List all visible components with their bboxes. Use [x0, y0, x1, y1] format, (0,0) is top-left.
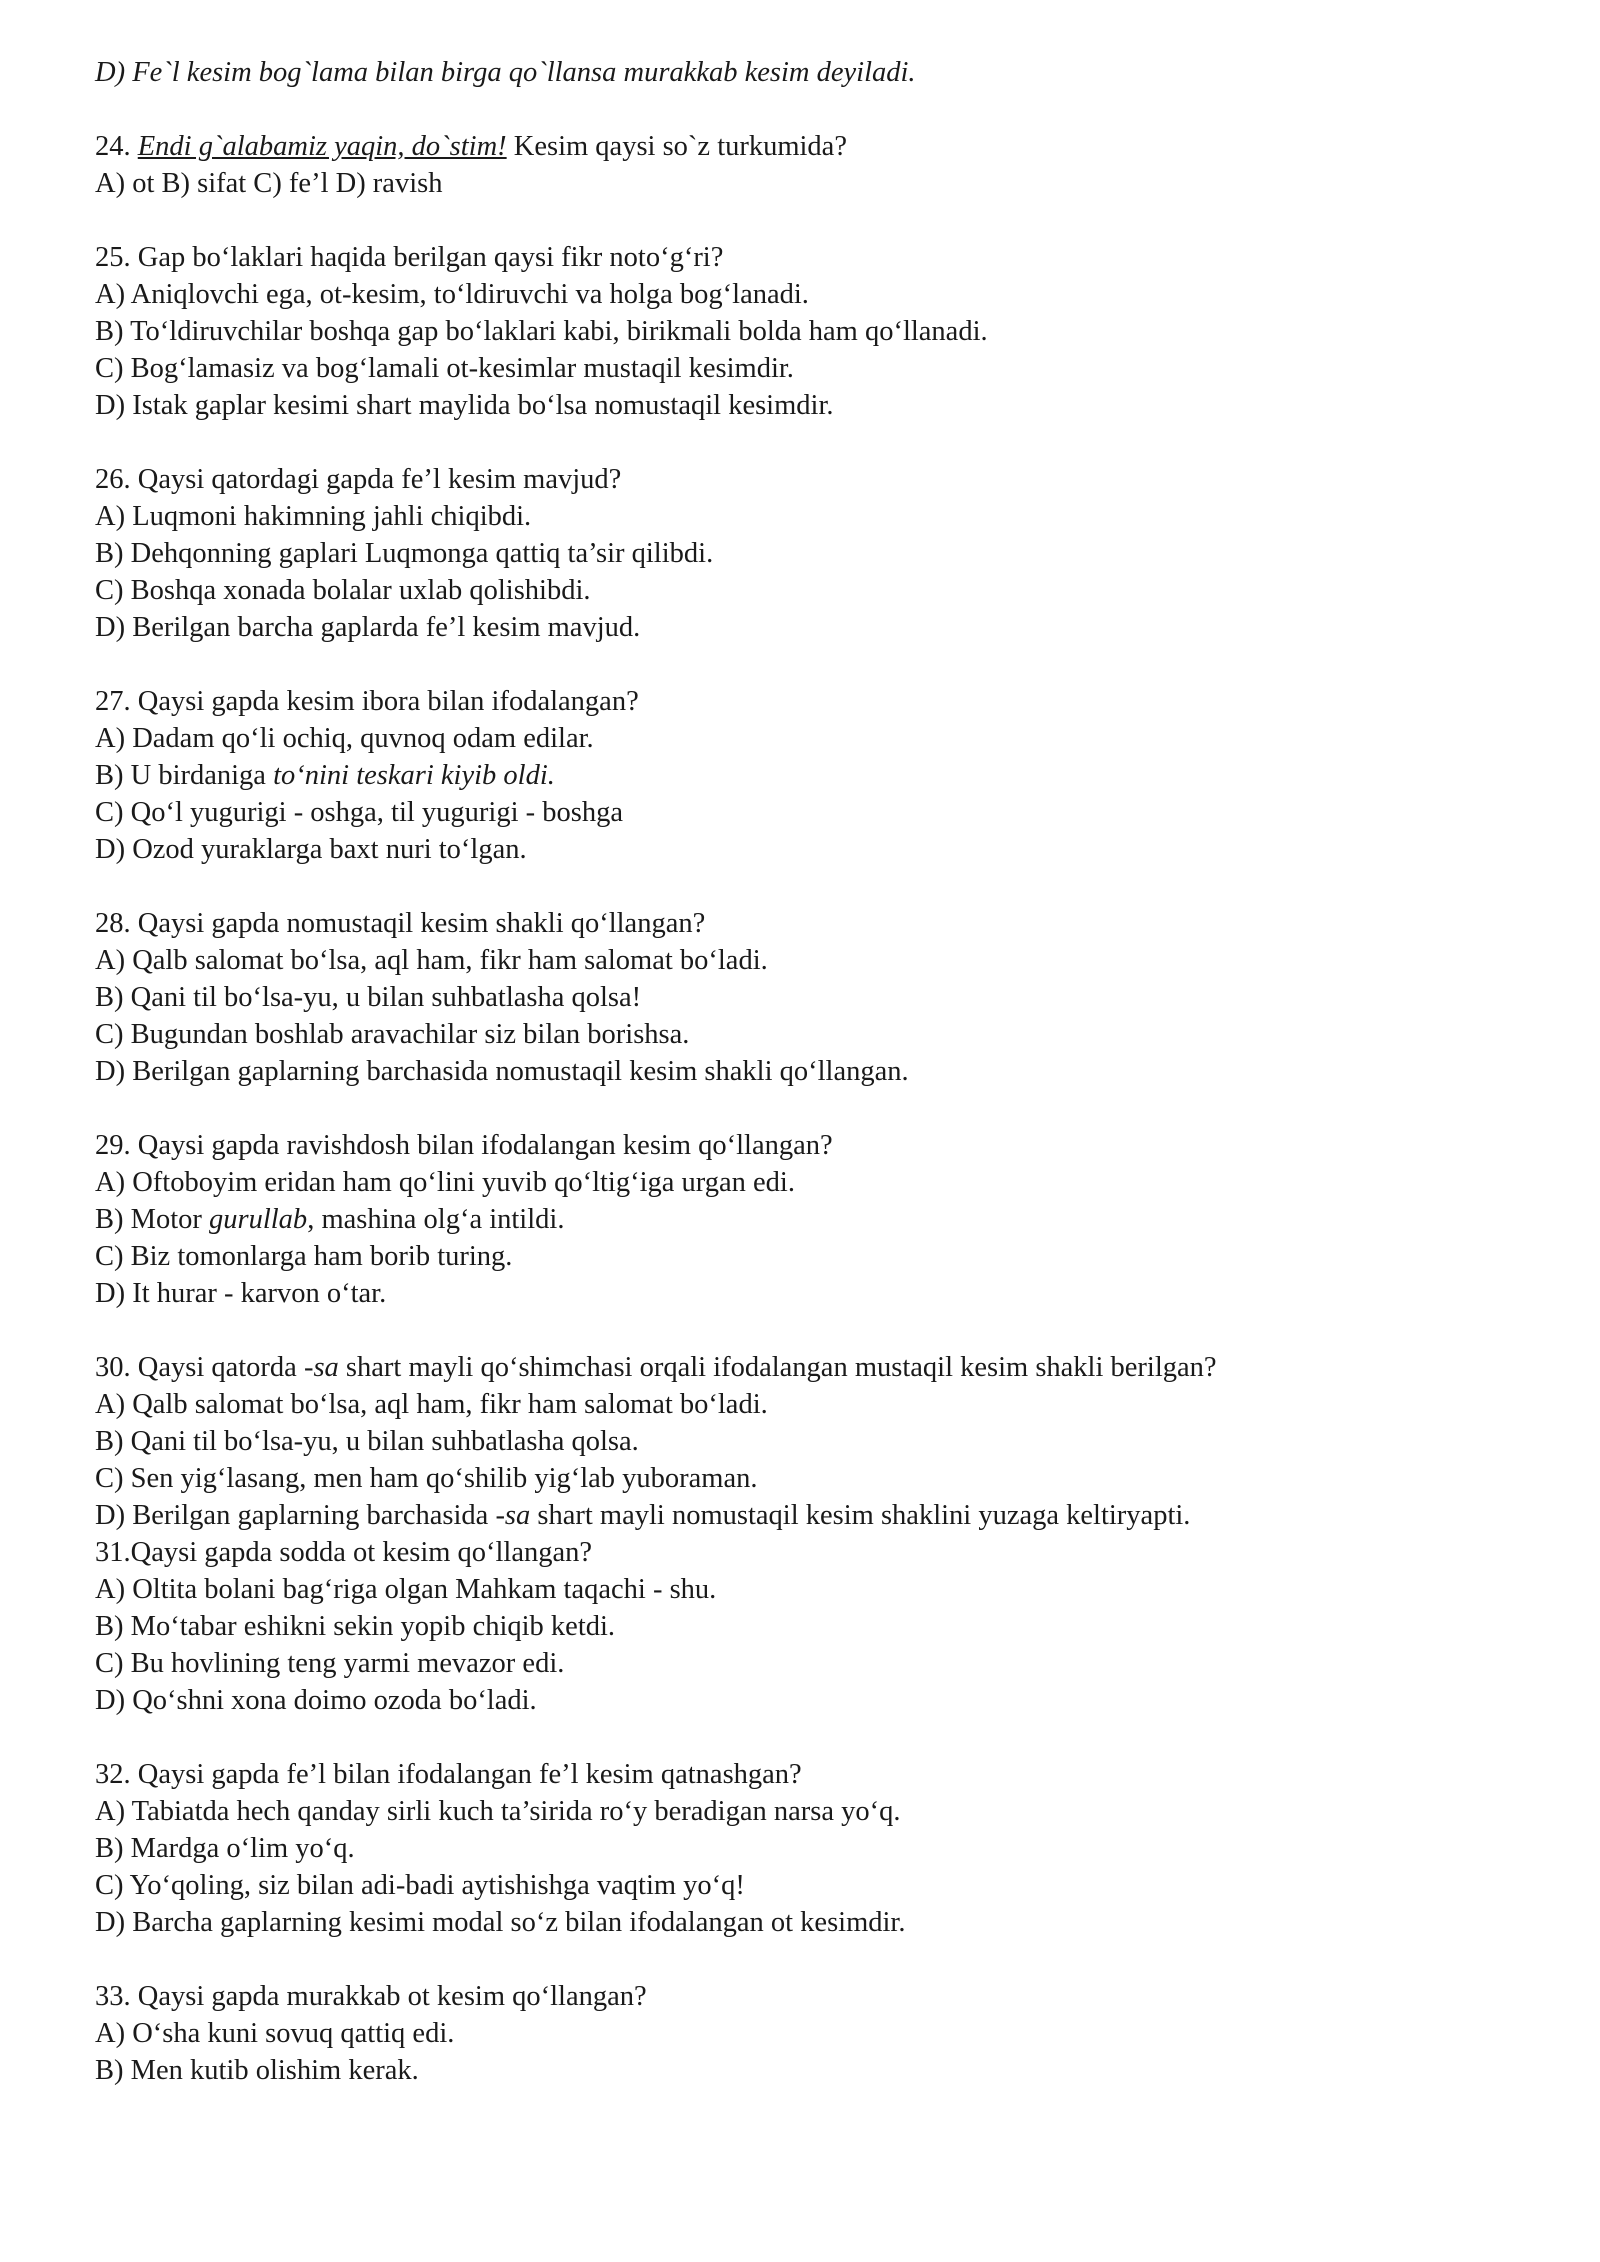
q30-option-a: A) Qalb salomat bo‘lsa, aql ham, fikr ham salomat bo‘ladi. — [95, 1389, 768, 1420]
q27-option-b-idiom: to‘nini teskari kiyib oldi. — [273, 760, 555, 791]
spacer — [95, 91, 1555, 128]
q32-option-a: A) Tabiatda hech qanday sirli kuch ta’sirida ro‘y beradigan narsa yo‘q. — [95, 1796, 901, 1827]
q28-option-c: C) Bugundan boshlab aravachilar siz bilan borishsa. — [95, 1019, 690, 1050]
q29-option-c: C) Biz tomonlarga ham borib turing. — [95, 1241, 513, 1272]
q31-option-b: B) Mo‘tabar eshikni sekin yopib chiqib ketdi. — [95, 1611, 616, 1642]
q28-option-a: A) Qalb salomat bo‘lsa, aql ham, fikr ham salomat bo‘ladi. — [95, 945, 768, 976]
q26-option-c: C) Boshqa xonada bolalar uxlab qolishibdi. — [95, 575, 591, 606]
q25-option-c: C) Bog‘lamasiz va bog‘lamali ot-kesimlar mustaqil kesimdir. — [95, 353, 794, 384]
q26-option-b: B) Dehqonning gaplari Luqmonga qattiq ta’sir qilibdi. — [95, 538, 714, 569]
q32-option-d: D) Barcha gaplarning kesimi modal so‘z bilan ifodalangan ot kesimdir. — [95, 1907, 906, 1938]
q30-option-b: B) Qani til bo‘lsa-yu, u bilan suhbatlasha qolsa. — [95, 1426, 639, 1457]
q30-option-d — [95, 1497, 1555, 1534]
spacer — [95, 1719, 1555, 1756]
q31-option-c: C) Bu hovlining teng yarmi mevazor edi. — [95, 1648, 565, 1679]
q33-option-b: B) Men kutib olishim kerak. — [95, 2055, 419, 2086]
q28-option-b: B) Qani til bo‘lsa-yu, u bilan suhbatlasha qolsa! — [95, 982, 642, 1013]
q29-option-d: D) It hurar - karvon o‘tar. — [95, 1278, 387, 1309]
q30-question-rest: shart mayli qo‘shimchasi orqali ifodalangan mustaqil kesim shakli berilgan? — [338, 1352, 1217, 1383]
spacer — [95, 646, 1555, 683]
q25-option-d: D) Istak gaplar kesimi shart maylida bo‘lsa nomustaqil kesimdir. — [95, 390, 834, 421]
spacer — [95, 868, 1555, 905]
q29-option-b — [95, 1201, 1555, 1238]
q31-option-a: A) Oltita bolani bag‘riga olgan Mahkam taqachi - shu. — [95, 1574, 717, 1605]
q24-quote: Endi g`alabamiz yaqin, do`stim! — [137, 131, 507, 162]
q33-question: 33. Qaysi gapda murakkab ot kesim qo‘llangan? — [95, 1981, 647, 2012]
q25-option-a: A) Aniqlovchi ega, ot-kesim, to‘ldiruvchi va holga bog‘lanadi. — [95, 279, 809, 310]
q30-question-prefix: 30. Qaysi qatorda — [95, 1352, 304, 1383]
q27-option-b-prefix: B) U birdaniga — [95, 760, 274, 791]
q25-question: 25. Gap bo‘laklari haqida berilgan qaysi fikr noto‘g‘ri? — [95, 242, 724, 273]
q29-question: 29. Qaysi gapda ravishdosh bilan ifodalangan kesim qo‘llangan? — [95, 1130, 833, 1161]
q30-question-suffix-sa: -sa — [303, 1352, 339, 1383]
q24-options: A) ot B) sifat C) fe’l D) ravish — [95, 168, 443, 199]
q29-option-b-prefix: B) Motor — [95, 1204, 209, 1235]
q27-question: 27. Qaysi gapda kesim ibora bilan ifodalangan? — [95, 686, 639, 717]
document-page — [95, 54, 1555, 2089]
q30-option-c: C) Sen yig‘lasang, men ham qo‘shilib yig‘lab yuboraman. — [95, 1463, 758, 1494]
spacer — [95, 1941, 1555, 1978]
q32-option-c: C) Yo‘qoling, siz bilan adi-badi aytishishga vaqtim yo‘q! — [95, 1870, 745, 1901]
q31-option-d: D) Qo‘shni xona doimo ozoda bo‘ladi. — [95, 1685, 537, 1716]
spacer — [95, 1090, 1555, 1127]
q29-option-b-suffix: , mashina olg‘a intildi. — [307, 1204, 565, 1235]
q24-question — [95, 128, 1555, 165]
q28-option-d: D) Berilgan gaplarning barchasida nomustaqil kesim shakli qo‘llangan. — [95, 1056, 909, 1087]
q25-option-b: B) To‘ldiruvchilar boshqa gap bo‘laklari kabi, birikmali bolda ham qo‘llanadi. — [95, 316, 988, 347]
q32-question: 32. Qaysi gapda fe’l bilan ifodalangan fe’l kesim qatnashgan? — [95, 1759, 802, 1790]
q26-option-d: D) Berilgan barcha gaplarda fe’l kesim mavjud. — [95, 612, 641, 643]
q32-option-b: B) Mardga o‘lim yo‘q. — [95, 1833, 355, 1864]
q27-option-c: C) Qo‘l yugurigi - oshga, til yugurigi - boshga — [95, 797, 623, 828]
q28-question: 28. Qaysi gapda nomustaqil kesim shakli qo‘llangan? — [95, 908, 706, 939]
q24-number: 24. — [95, 131, 138, 162]
spacer — [95, 1312, 1555, 1349]
q33-option-a: A) O‘sha kuni sovuq qattiq edi. — [95, 2018, 455, 2049]
q24-question-text: Kesim qaysi so`z turkumida? — [506, 131, 847, 162]
q23-option-d: D) Fe`l kesim bog`lama bilan birga qo`llansa murakkab kesim deyiladi. — [95, 57, 916, 88]
q30-option-d-rest: shart mayli nomustaqil kesim shaklini yuzaga keltiryapti. — [530, 1500, 1191, 1531]
q31-question: 31.Qaysi gapda sodda ot kesim qo‘llangan? — [95, 1537, 593, 1568]
q30-option-d-sa: -sa — [495, 1500, 531, 1531]
q30-question — [95, 1349, 1555, 1386]
q27-option-d: D) Ozod yuraklarga baxt nuri to‘lgan. — [95, 834, 527, 865]
q27-option-b — [95, 757, 1555, 794]
q27-option-a: A) Dadam qo‘li ochiq, quvnoq odam edilar. — [95, 723, 594, 754]
q26-question: 26. Qaysi qatordagi gapda fe’l kesim mavjud? — [95, 464, 622, 495]
q30-option-d-prefix: D) Berilgan gaplarning barchasida — [95, 1500, 496, 1531]
q26-option-a: A) Luqmoni hakimning jahli chiqibdi. — [95, 501, 532, 532]
q29-option-b-italic: gurullab — [209, 1204, 308, 1235]
spacer — [95, 424, 1555, 461]
spacer — [95, 202, 1555, 239]
q29-option-a: A) Oftoboyim eridan ham qo‘lini yuvib qo‘ltig‘iga urgan edi. — [95, 1167, 795, 1198]
